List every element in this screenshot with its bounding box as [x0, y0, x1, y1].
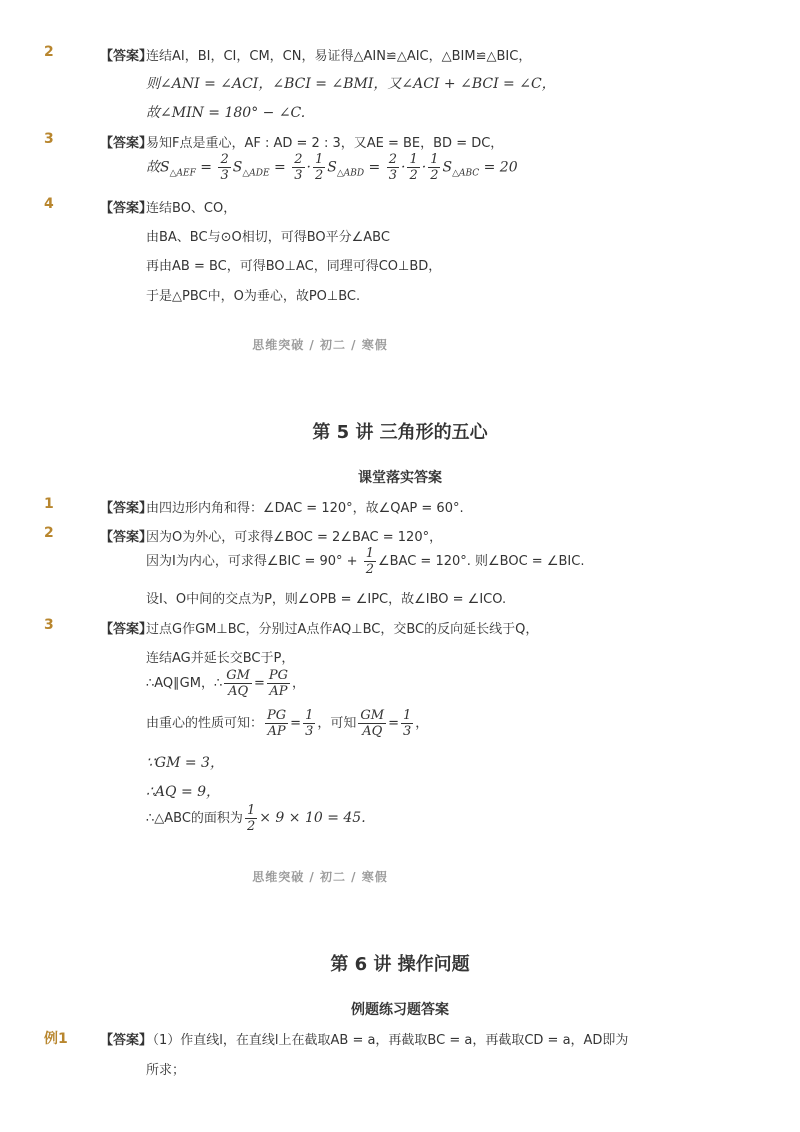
- fraction: $\frac{1}{2}$: [246, 803, 256, 834]
- fraction: $\frac{2}{3}$: [388, 152, 398, 183]
- answer-3-area-formula: 故$S_{\triangle AEF}$ = $\frac{2}{3}$ $S_{\triangle ADE}$ = $\frac{2}{3}$ · $\frac{1}{2}$ $S_{\triangle ABD}$ = $\frac{2}{3}$ · $\frac{1}{2}$ · $\frac{1}{2}$ $S_{\triangle ABC} = 20$: [146, 152, 518, 183]
- answer-4-line-2: 由BA、BC与⊙O相切，可得BO平分∠ABC: [146, 230, 390, 245]
- answer-4-line-3: 再由AB = BC，可得BO⊥AC，同理可得CO⊥BD，: [146, 259, 442, 274]
- page-footer: 思维突破 / 初二 / 寒假: [252, 338, 388, 352]
- answer-tag: 【答案】: [100, 201, 153, 216]
- l6-example-1-number: 例1: [44, 1031, 68, 1047]
- l5-answer-1-number: 1: [44, 496, 54, 512]
- lecture-6-title: 第 6 讲 操作问题: [330, 954, 470, 975]
- l5-answer-3-line-4: 由重心的性质可知： $\frac{PG}{AP}$ = $\frac{1}{3}$ ，可知 $\frac{GM}{AQ}$ = $\frac{1}{3}$ ，: [146, 708, 429, 739]
- answer-2-line-2: 则∠ANI = ∠ACI，∠BCI = ∠BMI，又∠ACI + ∠BCI = ∠C，: [146, 76, 556, 92]
- lecture-5-title: 第 5 讲 三角形的五心: [312, 422, 488, 443]
- answer-tag: 【答案】: [100, 622, 153, 637]
- l6-example-1-line-2: 所求；: [146, 1063, 186, 1078]
- answer-2-line-1: 连结AI，BI，CI，CM，CN，易证得△AIN≌△AIC，△BIM≌△BIC，: [146, 49, 532, 64]
- fraction: $\frac{1}{2}$: [430, 152, 439, 183]
- fraction: $\frac{1}{3}$: [305, 708, 314, 739]
- l5-answer-1-line-1: 由四边形内角和得：∠DAC = 120°，故∠QAP = 60°.: [146, 501, 464, 516]
- answer-2-line-3: 故∠MIN = 180° − ∠C.: [146, 105, 306, 121]
- answer-tag: 【答案】: [100, 1033, 153, 1048]
- l5-answer-3-line-1: 过点G作GM⊥BC，分别过A点作AQ⊥BC，交BC的反向延长线于Q，: [146, 622, 539, 637]
- l5-answer-2-line-3: 设I、O中间的交点为P，则∠OPB = ∠IPC，故∠IBO = ∠ICO.: [146, 592, 507, 607]
- l5-answer-3-line-6: ∴AQ = 9，: [146, 784, 221, 800]
- answer-3-number: 3: [44, 131, 54, 147]
- l5-answer-2-number: 2: [44, 525, 54, 541]
- fraction: $\frac{PG}{AP}$: [267, 708, 287, 739]
- l5-answer-3-number: 3: [44, 617, 54, 633]
- lecture-6-subtitle: 例题练习题答案: [351, 1002, 449, 1018]
- l5-answer-3-line-2: 连结AG并延长交BC于P，: [146, 651, 295, 666]
- answer-tag: 【答案】: [100, 136, 153, 151]
- fraction: $\frac{GM}{AQ}$: [360, 708, 385, 739]
- answer-2-number: 2: [44, 44, 54, 60]
- l5-answer-2-line-2: 因为I为内心，可求得∠BIC = 90° + $\frac{1}{2}$ ∠BAC = 120°. 则∠BOC = ∠BIC.: [146, 546, 585, 577]
- answer-4-number: 4: [44, 196, 54, 212]
- answer-tag: 【答案】: [100, 49, 153, 64]
- l5-answer-3-line-5: ∵GM = 3，: [146, 755, 224, 771]
- l5-answer-2-line-1: 因为O为外心，可求得∠BOC = 2∠BAC = 120°，: [146, 530, 443, 545]
- page-footer: 思维突破 / 初二 / 寒假: [252, 870, 388, 884]
- answer-3-line-1: 易知F点是重心，AF : AD = 2 : 3，又AE = BE，BD = DC，: [146, 136, 504, 151]
- fraction: $\frac{1}{2}$: [365, 546, 374, 577]
- answer-tag: 【答案】: [100, 530, 153, 545]
- l6-example-1-line-1: （1）作直线l，在直线l上在截取AB = a，再截取BC = a，再截取CD = a，AD即为: [146, 1033, 629, 1048]
- answer-4-line-4: 于是△PBC中，O为垂心，故PO⊥BC.: [146, 289, 361, 304]
- answer-4-line-1: 连结BO、CO，: [146, 201, 237, 216]
- fraction: $\frac{GM}{AQ}$: [226, 668, 250, 699]
- fraction: $\frac{2}{3}$: [220, 152, 229, 183]
- fraction: $\frac{1}{3}$: [402, 708, 412, 739]
- answer-tag: 【答案】: [100, 501, 153, 516]
- fraction: $\frac{2}{3}$: [294, 152, 303, 183]
- l5-answer-3-line-3: ∴AQ∥GM，∴ $\frac{GM}{AQ}$ = $\frac{PG}{AP}$ ，: [146, 668, 305, 699]
- lecture-5-subtitle: 课堂落实答案: [358, 470, 442, 486]
- l5-answer-3-line-7: ∴△ABC的面积为 $\frac{1}{2}$ × 9 × 10 = 45.: [146, 803, 366, 834]
- fraction: $\frac{1}{2}$: [314, 152, 324, 183]
- fraction: $\frac{1}{2}$: [409, 152, 418, 183]
- fraction: $\frac{PG}{AP}$: [268, 668, 288, 699]
